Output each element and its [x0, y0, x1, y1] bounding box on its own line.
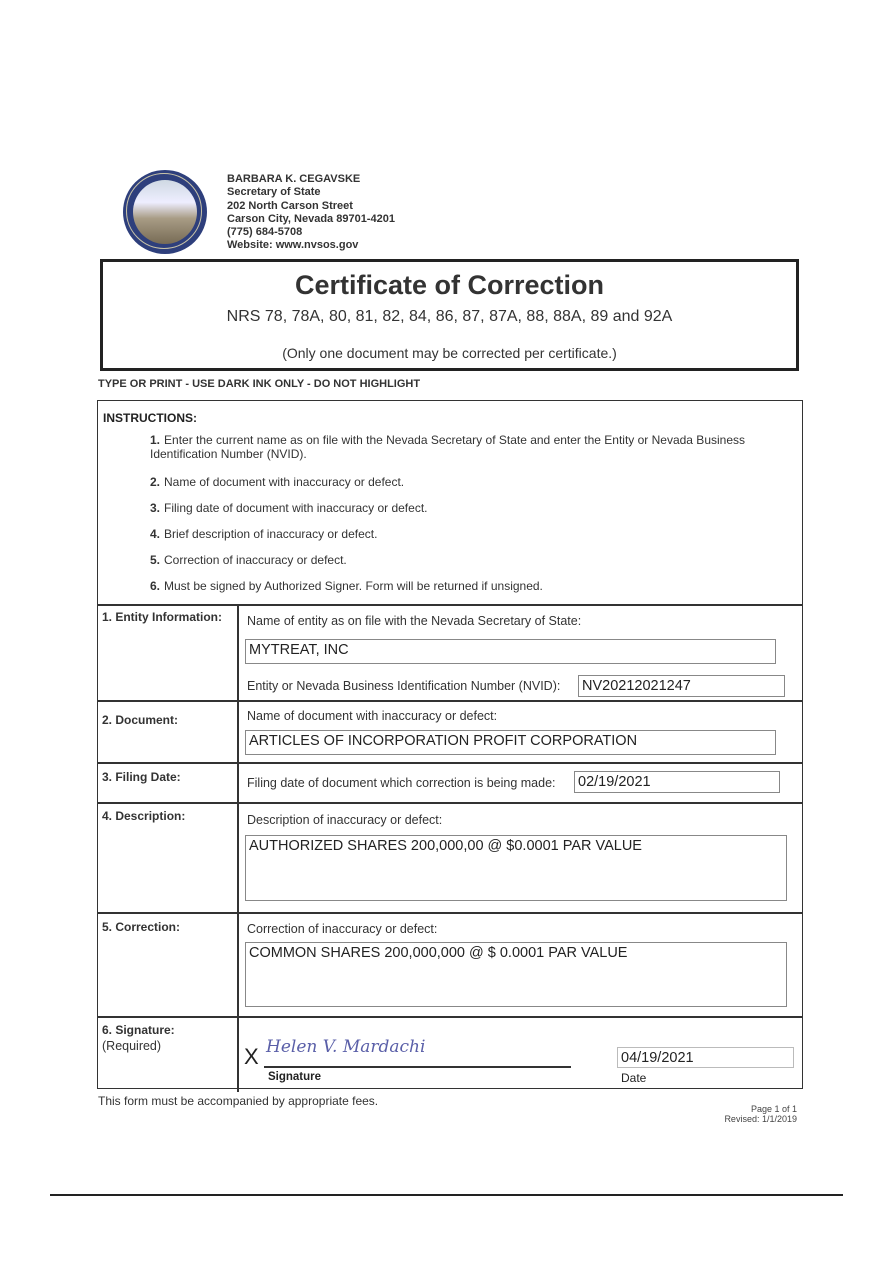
date-caption: Date — [621, 1071, 647, 1085]
divider — [98, 700, 802, 702]
fees-note: This form must be accompanied by appropriate fees. — [98, 1094, 379, 1108]
secretary-name: BARBARA K. CEGAVSKE — [227, 173, 361, 185]
divider — [98, 912, 802, 914]
nvid-prompt: Entity or Nevada Business Identification Number (NVID): — [247, 679, 561, 693]
correction-label: 5. Correction: — [102, 920, 181, 934]
document-name-field[interactable]: ARTICLES OF INCORPORATION PROFIT CORPORATION — [245, 730, 776, 755]
ink-instructions: TYPE OR PRINT - USE DARK INK ONLY - DO NOT HIGHLIGHT — [98, 378, 421, 390]
phone: (775) 684-5708 — [227, 226, 303, 239]
instruction-item: 2. Name of document with inaccuracy or defect. — [150, 475, 405, 489]
correction-form — [97, 400, 803, 1089]
instructions-heading: INSTRUCTIONS: — [103, 411, 197, 425]
revised-date: Revised: 1/1/2019 — [724, 1114, 797, 1124]
instruction-item: 1. Enter the current name as on file with the Nevada Secretary of State and enter the Entity or Nevada Business Identification Number (NVID). — [150, 433, 746, 461]
divider — [98, 604, 802, 606]
description-prompt: Description of inaccuracy or defect: — [247, 813, 443, 827]
one-document-note: (Only one document may be corrected per certificate.) — [282, 345, 617, 361]
nvid-field[interactable]: NV20212021247 — [578, 675, 785, 697]
column-divider — [237, 604, 239, 1092]
description-field[interactable]: AUTHORIZED SHARES 200,000,00 @ $0.0001 PAR VALUE — [245, 835, 787, 901]
entity-name-prompt: Name of entity as on file with the Nevada Secretary of State: — [247, 614, 582, 628]
x-mark: X — [244, 1044, 259, 1069]
nevada-state-seal — [123, 170, 207, 254]
secretary-office: Secretary of State — [227, 186, 321, 199]
instruction-item: 4. Brief description of inaccuracy or defect. — [150, 527, 378, 541]
document-label: 2. Document: — [102, 713, 179, 727]
date-field[interactable]: 04/19/2021 — [617, 1047, 794, 1068]
filing-date-field[interactable]: 02/19/2021 — [574, 771, 780, 793]
divider — [98, 762, 802, 764]
document-prompt: Name of document with inaccuracy or defect: — [247, 709, 498, 723]
correction-field[interactable]: COMMON SHARES 200,000,000 @ $ 0.0001 PAR VALUE — [245, 942, 787, 1007]
instruction-item: 3. Filing date of document with inaccuracy or defect. — [150, 501, 428, 515]
signature-line — [264, 1066, 571, 1068]
divider — [98, 1016, 802, 1018]
divider — [98, 802, 802, 804]
address-street: 202 North Carson Street — [227, 199, 353, 212]
instruction-item: 5. Correction of inaccuracy or defect. — [150, 553, 347, 567]
entity-name-field[interactable]: MYTREAT, INC — [245, 639, 776, 664]
entity-label: 1. Entity Information: — [102, 610, 222, 624]
instruction-item: 6. Must be signed by Authorized Signer. Form will be returned if unsigned. — [150, 579, 543, 593]
signature-label: 6. Signature: — [102, 1023, 175, 1037]
title-box — [100, 259, 799, 371]
signature-image: Helen V. Mardachi — [266, 1037, 426, 1057]
signature-required: (Required) — [102, 1039, 162, 1053]
nrs-statutes: NRS 78, 78A, 80, 81, 82, 84, 86, 87, 87A, 88, 88A, 89 and 92A — [226, 308, 673, 325]
page-bottom-rule — [50, 1194, 843, 1196]
secretary-header — [227, 173, 395, 253]
page-number: Page 1 of 1 — [750, 1104, 797, 1114]
signature-caption: Signature — [268, 1071, 322, 1083]
correction-prompt: Correction of inaccuracy or defect: — [247, 922, 438, 936]
page-title: Certificate of Correction — [294, 270, 605, 300]
filing-date-prompt: Filing date of document which correction is being made: — [247, 776, 556, 790]
page-info — [724, 1104, 797, 1124]
website: Website: www.nvsos.gov — [227, 239, 359, 252]
description-label: 4. Description: — [102, 809, 186, 823]
address-city: Carson City, Nevada 89701-4201 — [227, 212, 395, 225]
filing-date-label: 3. Filing Date: — [102, 770, 181, 784]
